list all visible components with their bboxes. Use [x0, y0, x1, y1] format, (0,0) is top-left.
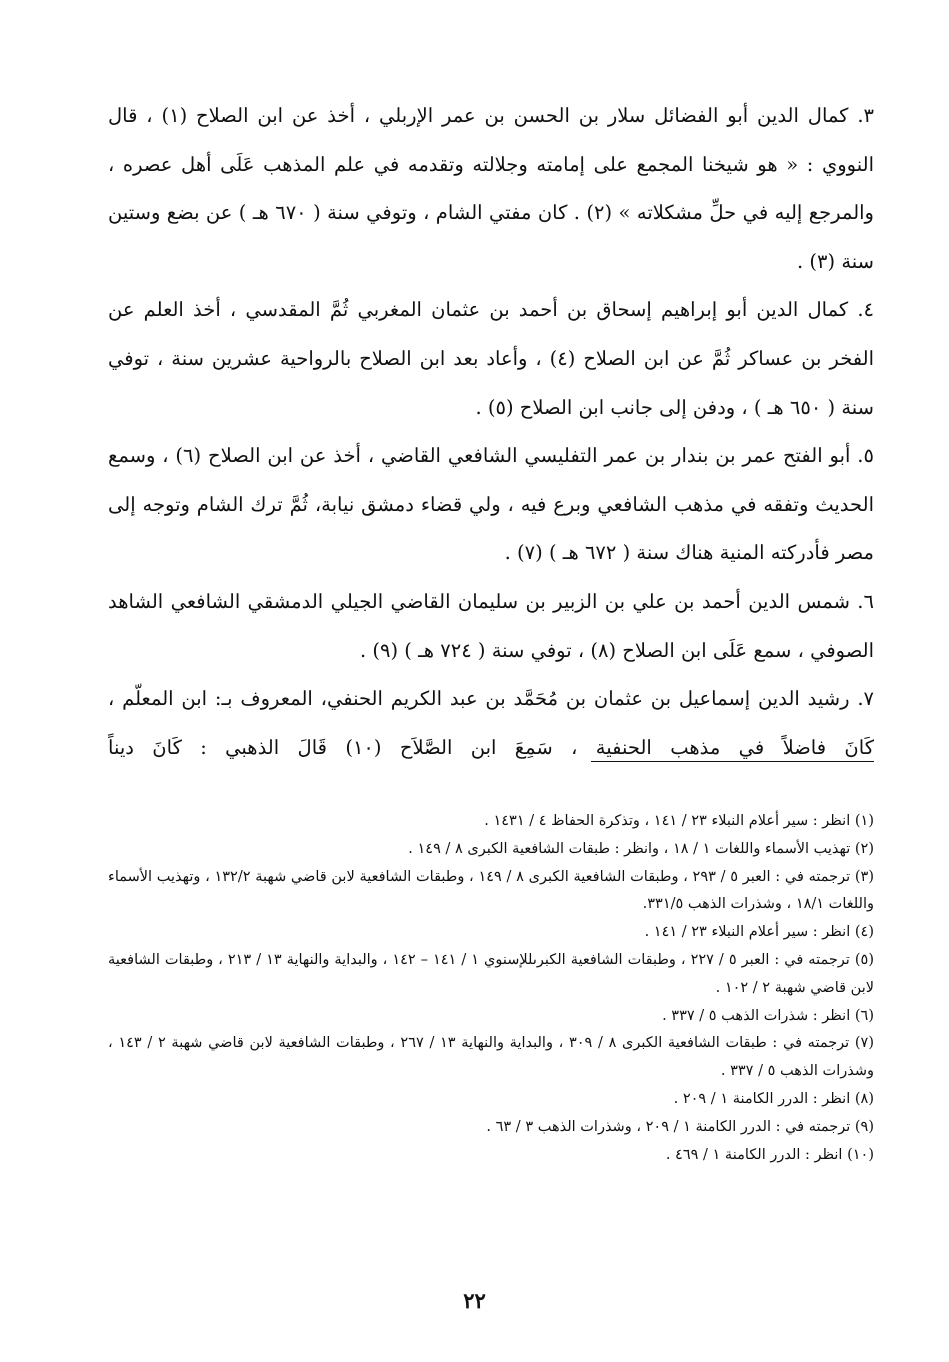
footnote-text: انظر : سير أعلام النبلاء ٢٣ / ١٤١ ، وتذكرة الحفاظ ٤ / ١٤٣١ .	[484, 813, 851, 829]
footnote-text: انظر : شذرات الذهب ٥ / ٣٣٧ .	[662, 1007, 851, 1024]
footnote-number: (٤)	[854, 924, 874, 941]
footnote-text: تهذيب الأسماء واللغات ١ / ١٨ ، وانظر : طبقات الشافعية الكبرى ٨ / ١٤٩ .	[408, 840, 851, 857]
footnote	[108, 836, 874, 864]
footnote-text: ترجمته في : طبقات الشافعية الكبرى ٨ / ٣٠٩ ، والبداية والنهاية ١٣ / ٢٦٧ ، وطبقات الشافعية لابن قاضي شهبة ٢ / ١٤٣ ، وشذرات الذهب ٥ / ٣٣٧ .	[108, 1035, 874, 1080]
footnote-text: انظر : الدرر الكامنة ١ / ٤٦٩ .	[665, 1146, 843, 1163]
footnote-number: (٥)	[854, 951, 874, 968]
footnote-number: (٧)	[854, 1035, 875, 1052]
page-number: ٢٢	[463, 1288, 486, 1313]
footnote	[108, 947, 874, 1003]
paragraph-5: ٥. أبو الفتح عمر بن بندار بن عمر التفليسي الشافعي القاضي ، أخذ عن ابن الصلاح (٦) ، وسمع الحديث وتفقه في مذهب الشافعي وبرع فيه ، ولي قضاء دمشق نيابة، ثُمَّ ترك الشام وتوجه إلى مصر فأدركته المنية هناك سنة ( ٦٧٢ هـ ) (٧) .	[108, 444, 874, 565]
footnote-number: (٨)	[854, 1090, 874, 1107]
footnote	[108, 1114, 874, 1142]
footnote	[108, 1142, 874, 1170]
footnote-text: انظر : الدرر الكامنة ١ / ٢٠٩ .	[673, 1090, 851, 1107]
paragraph-7: ٧. رشيد الدين إسماعيل بن عثمان بن مُحَمَّد بن عبد الكريم الحنفي، المعروف بـ: ابن المعلّم ، كَانَ فاضلاً في مذهب الحنفية ، سَمِعَ ابن الصَّلاَح (١٠) قَالَ الذهبي : كَانَ ديناً	[108, 687, 874, 759]
paragraph-4: ٤. كمال الدين أبو إبراهيم إسحاق بن أحمد بن عثمان المغربي ثُمَّ المقدسي ، أخذ العلم عن الفخر بن عساكر ثُمَّ عن ابن الصلاح (٤) ، وأعاد بعد ابن الصلاح بالرواحية عشرين سنة ، توفي سنة ( ٦٥٠ هـ ) ، ودفن إلى جانب ابن الصلاح (٥) .	[108, 298, 875, 419]
footnote-number: (٦)	[854, 1007, 874, 1024]
footnote	[108, 1086, 874, 1114]
paragraph-6: ٦. شمس الدين أحمد بن علي بن الزبير بن سليمان القاضي الجيلي الدمشقي الشافعي الشاهد الصوفي ، سمع عَلَى ابن الصلاح (٨) ، توفي سنة ( ٧٢٤ هـ ) (٩) .	[108, 589, 874, 662]
footnote-text: انظر : سير أعلام النبلاء ٢٣ / ١٤١ .	[644, 924, 851, 941]
footnote-number: (١)	[854, 813, 874, 829]
footnote-number: (٢)	[854, 840, 874, 857]
footnote-separator	[591, 761, 874, 762]
paragraph-3: ٣. كمال الدين أبو الفضائل سلار بن الحسن بن عمر الإربلي ، أخذ عن ابن الصلاح (١) ، قال النووي : « هو شيخنا المجمع على إمامته وجلالته وتقدمه في علم المذهب عَلَى أهل عصره ، والمرجع إليه في حلِّ مشكلاته » (٢) . كان مفتي الشام ، وتوفي سنة ( ٦٧٠ هـ ) عن بضع وستين سنة (٣) .	[108, 104, 874, 273]
footnote-text: ترجمته في : الدرر الكامنة ١ / ٢٠٩ ، وشذرات الذهب ٣ / ٦٣ .	[486, 1118, 851, 1135]
footnote-number: (١٠)	[847, 1146, 874, 1163]
footnote-text: ترجمته في : العبر ٥ / ٢٢٧ ، وطبقات الشافعية الكبرىللإسنوي ١ / ١٤١ – ١٤٢ ، والبداية والنهاية ١٣ / ٢١٣ ، وطبقات الشافعية لابن قاضي شهبة ٢ / ١٠٢ .	[108, 951, 874, 996]
footnote	[108, 808, 874, 836]
footnote-number: (٣)	[854, 868, 874, 885]
footnote-text: ترجمته في : العبر ٥ / ٢٩٣ ، وطبقات الشافعية الكبرى ٨ / ١٤٩ ، وطبقات الشافعية لابن قاضي شهبة ١٣٢/٢ ، وتهذيب الأسماء واللغات ١٨/١ ، وشذرات الذهب ٣٣١/٥.	[108, 868, 874, 913]
footnote	[108, 919, 874, 947]
footnote	[108, 1003, 874, 1031]
footnote	[108, 1030, 874, 1086]
footnote-number: (٩)	[854, 1118, 874, 1135]
footnote	[108, 864, 874, 920]
main-text	[108, 92, 874, 772]
footnotes	[108, 808, 874, 1169]
